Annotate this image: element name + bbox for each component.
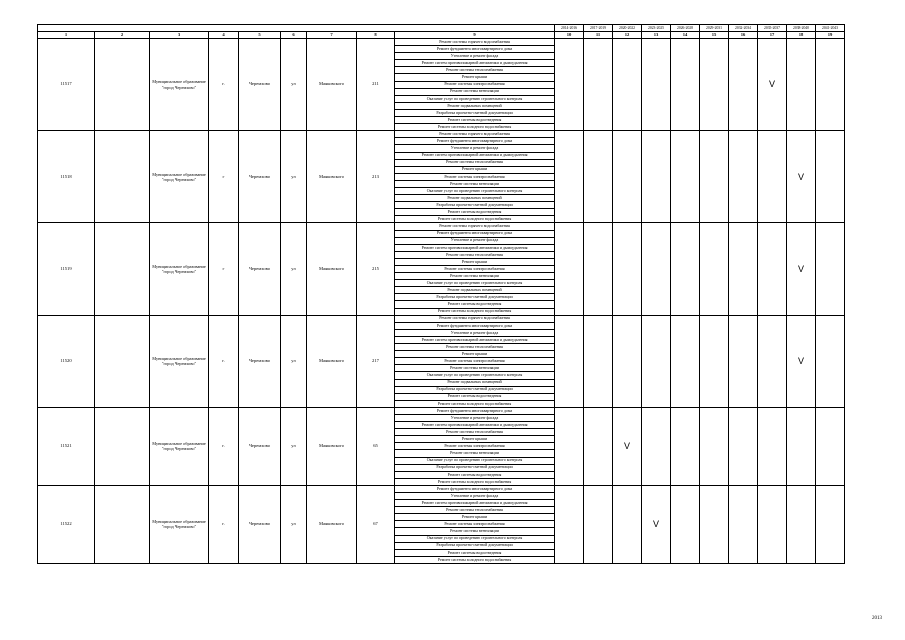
empty-cell bbox=[95, 315, 150, 407]
period-cell bbox=[555, 315, 584, 407]
period-cell bbox=[816, 485, 845, 563]
period-cell bbox=[584, 485, 613, 563]
work-type: Утепление и ремонт фасада bbox=[395, 145, 555, 152]
settlement-type: г. bbox=[209, 39, 239, 131]
period-cell bbox=[642, 407, 671, 485]
period-cell bbox=[671, 407, 700, 485]
column-number: 18 bbox=[787, 32, 816, 39]
house-id: 11517 bbox=[38, 39, 95, 131]
period-header: 2020-2022 bbox=[613, 25, 642, 32]
empty-cell bbox=[95, 407, 150, 485]
period-cell bbox=[729, 407, 758, 485]
municipality: Муниципальное образование "город Черемхово" bbox=[150, 485, 209, 563]
period-cell bbox=[642, 315, 671, 407]
period-cell bbox=[613, 39, 642, 131]
settlement-type: г. bbox=[209, 407, 239, 485]
work-type: Ремонт подвальных помещений bbox=[395, 379, 555, 386]
settlement-name: Черемхово bbox=[239, 131, 281, 223]
column-number: 16 bbox=[729, 32, 758, 39]
column-number: 2 bbox=[95, 32, 150, 39]
work-type: Оказание услуг по проведению строительного контроля bbox=[395, 535, 555, 542]
period-mark: V bbox=[787, 223, 816, 315]
work-type: Ремонт системы теплоснабжения bbox=[395, 429, 555, 436]
table-row bbox=[38, 131, 845, 138]
period-cell bbox=[758, 407, 787, 485]
column-number: 5 bbox=[239, 32, 281, 39]
period-cell bbox=[613, 223, 642, 315]
house-number: 217 bbox=[357, 315, 395, 407]
settlement-name: Черемхово bbox=[239, 485, 281, 563]
work-type: Ремонт систем противопожарной автоматики и дымоудаления bbox=[395, 60, 555, 67]
period-cell bbox=[642, 39, 671, 131]
work-type: Ремонт крыши bbox=[395, 514, 555, 521]
table-row bbox=[38, 407, 845, 414]
column-number: 12 bbox=[613, 32, 642, 39]
period-cell bbox=[584, 223, 613, 315]
house-number: 213 bbox=[357, 131, 395, 223]
municipality: Муниципальное образование "город Черемхово" bbox=[150, 131, 209, 223]
work-type: Ремонт фундамента многоквартирного дома bbox=[395, 485, 555, 492]
work-type: Ремонт системы теплоснабжения bbox=[395, 251, 555, 258]
work-type: Ремонт системы электроснабжения bbox=[395, 173, 555, 180]
work-type: Ремонт системы вентиляции bbox=[395, 273, 555, 280]
work-type: Ремонт системы горячего водоснабжения bbox=[395, 223, 555, 230]
period-cell bbox=[671, 485, 700, 563]
period-cell bbox=[613, 315, 642, 407]
work-type: Ремонт крыши bbox=[395, 258, 555, 265]
column-number: 6 bbox=[281, 32, 307, 39]
period-cell bbox=[671, 131, 700, 223]
column-number: 1 bbox=[38, 32, 95, 39]
period-cell bbox=[584, 315, 613, 407]
period-cell bbox=[758, 315, 787, 407]
period-cell bbox=[758, 485, 787, 563]
period-cell bbox=[613, 131, 642, 223]
street-type: ул bbox=[281, 39, 307, 131]
work-type: Ремонт системы вентиляции bbox=[395, 88, 555, 95]
street-type: ул bbox=[281, 407, 307, 485]
work-type: Ремонт системы вентиляции bbox=[395, 450, 555, 457]
house-number: 215 bbox=[357, 223, 395, 315]
work-type: Оказание услуг по проведению строительного контроля bbox=[395, 457, 555, 464]
work-type: Оказание услуг по проведению строительного контроля bbox=[395, 372, 555, 379]
settlement-type: г. bbox=[209, 315, 239, 407]
work-type: Ремонт системы водоотведения bbox=[395, 393, 555, 400]
repair-schedule-table bbox=[37, 24, 845, 564]
period-cell bbox=[816, 315, 845, 407]
work-type: Ремонт системы вентиляции bbox=[395, 180, 555, 187]
column-number: 3 bbox=[150, 32, 209, 39]
work-type: Ремонт систем противопожарной автоматики и дымоудаления bbox=[395, 422, 555, 429]
work-type: Ремонт системы водоотведения bbox=[395, 117, 555, 124]
street-type: ул bbox=[281, 223, 307, 315]
work-type: Ремонт крыши bbox=[395, 166, 555, 173]
period-header: 2026-2028 bbox=[671, 25, 700, 32]
column-number: 11 bbox=[584, 32, 613, 39]
period-mark: V bbox=[787, 315, 816, 407]
work-type: Ремонт системы холодного водоснабжения bbox=[395, 216, 555, 223]
work-type: Разработка проектно-сметной документации bbox=[395, 202, 555, 209]
period-cell bbox=[787, 485, 816, 563]
work-type: Ремонт систем противопожарной автоматики и дымоудаления bbox=[395, 152, 555, 159]
work-type: Ремонт системы холодного водоснабжения bbox=[395, 308, 555, 315]
work-type: Ремонт систем противопожарной автоматики и дымоудаления bbox=[395, 500, 555, 507]
column-number: 7 bbox=[307, 32, 357, 39]
period-cell bbox=[642, 131, 671, 223]
work-type: Ремонт системы электроснабжения bbox=[395, 521, 555, 528]
street-name: Маяковского bbox=[307, 223, 357, 315]
work-type: Ремонт системы теплоснабжения bbox=[395, 344, 555, 351]
street-name: Маяковского bbox=[307, 315, 357, 407]
settlement-name: Черемхово bbox=[239, 315, 281, 407]
work-type: Ремонт системы водоотведения bbox=[395, 301, 555, 308]
period-header: 2035-2037 bbox=[758, 25, 787, 32]
work-type: Ремонт системы водоотведения bbox=[395, 549, 555, 556]
period-header: 2038-2040 bbox=[787, 25, 816, 32]
period-cell bbox=[584, 407, 613, 485]
work-type: Ремонт фундамента многоквартирного дома bbox=[395, 407, 555, 414]
work-type: Ремонт системы электроснабжения bbox=[395, 81, 555, 88]
period-cell bbox=[671, 39, 700, 131]
work-type: Ремонт крыши bbox=[395, 436, 555, 443]
settlement-type: г bbox=[209, 131, 239, 223]
column-number: 17 bbox=[758, 32, 787, 39]
period-cell bbox=[816, 131, 845, 223]
empty-cell bbox=[95, 223, 150, 315]
period-cell bbox=[700, 315, 729, 407]
period-header: 2032-2034 bbox=[729, 25, 758, 32]
work-type: Ремонт подвальных помещений bbox=[395, 287, 555, 294]
period-cell bbox=[555, 485, 584, 563]
work-type: Разработка проектно-сметной документации bbox=[395, 464, 555, 471]
period-cell bbox=[613, 485, 642, 563]
work-type: Ремонт системы холодного водоснабжения bbox=[395, 400, 555, 407]
period-cell bbox=[816, 39, 845, 131]
municipality: Муниципальное образование "город Черемхово" bbox=[150, 39, 209, 131]
period-cell bbox=[758, 131, 787, 223]
municipality: Муниципальное образование "город Черемхово" bbox=[150, 223, 209, 315]
house-id: 11519 bbox=[38, 223, 95, 315]
work-type: Ремонт системы вентиляции bbox=[395, 528, 555, 535]
period-cell bbox=[700, 39, 729, 131]
street-name: Маяковского bbox=[307, 407, 357, 485]
period-cell bbox=[642, 223, 671, 315]
period-header-row bbox=[38, 25, 845, 32]
settlement-name: Черемхово bbox=[239, 407, 281, 485]
work-type: Ремонт системы теплоснабжения bbox=[395, 507, 555, 514]
column-number: 4 bbox=[209, 32, 239, 39]
column-number: 9 bbox=[395, 32, 555, 39]
period-header-spacer bbox=[38, 25, 555, 32]
empty-cell bbox=[95, 39, 150, 131]
column-number: 15 bbox=[700, 32, 729, 39]
period-cell bbox=[787, 407, 816, 485]
column-number: 10 bbox=[555, 32, 584, 39]
table-row bbox=[38, 315, 845, 322]
period-cell bbox=[729, 131, 758, 223]
work-type: Ремонт системы холодного водоснабжения bbox=[395, 556, 555, 563]
period-cell bbox=[671, 223, 700, 315]
period-cell bbox=[816, 223, 845, 315]
work-type: Ремонт фундамента многоквартирного дома bbox=[395, 46, 555, 53]
work-type: Ремонт системы горячего водоснабжения bbox=[395, 131, 555, 138]
period-cell bbox=[671, 315, 700, 407]
work-type: Утепление и ремонт фасада bbox=[395, 493, 555, 500]
period-header: 2023-2025 bbox=[642, 25, 671, 32]
period-mark: V bbox=[613, 407, 642, 485]
work-type: Ремонт системы вентиляции bbox=[395, 365, 555, 372]
house-id: 11520 bbox=[38, 315, 95, 407]
period-header: 2041-2043 bbox=[816, 25, 845, 32]
work-type: Разработка проектно-сметной документации bbox=[395, 109, 555, 116]
period-cell bbox=[729, 485, 758, 563]
work-type: Ремонт системы электроснабжения bbox=[395, 358, 555, 365]
table-row bbox=[38, 39, 845, 46]
column-number: 8 bbox=[357, 32, 395, 39]
period-cell bbox=[555, 131, 584, 223]
street-name: Маяковского bbox=[307, 39, 357, 131]
period-cell bbox=[555, 39, 584, 131]
municipality: Муниципальное образование "город Черемхово" bbox=[150, 315, 209, 407]
work-type: Ремонт системы горячего водоснабжения bbox=[395, 39, 555, 46]
settlement-type: г. bbox=[209, 485, 239, 563]
work-type: Ремонт системы теплоснабжения bbox=[395, 159, 555, 166]
column-number: 14 bbox=[671, 32, 700, 39]
street-type: ул bbox=[281, 485, 307, 563]
period-header: 2029-2031 bbox=[700, 25, 729, 32]
work-type: Ремонт фундамента многоквартирного дома bbox=[395, 230, 555, 237]
work-type: Разработка проектно-сметной документации bbox=[395, 542, 555, 549]
period-cell bbox=[787, 39, 816, 131]
work-type: Ремонт системы водоотведения bbox=[395, 471, 555, 478]
work-type: Ремонт подвальных помещений bbox=[395, 195, 555, 202]
work-type: Ремонт системы электроснабжения bbox=[395, 266, 555, 273]
work-type: Ремонт крыши bbox=[395, 351, 555, 358]
period-mark: V bbox=[787, 131, 816, 223]
work-type: Разработка проектно-сметной документации bbox=[395, 386, 555, 393]
work-type: Ремонт системы электроснабжения bbox=[395, 443, 555, 450]
house-number: 211 bbox=[357, 39, 395, 131]
settlement-type: г bbox=[209, 223, 239, 315]
table-row bbox=[38, 223, 845, 230]
house-id: 11522 bbox=[38, 485, 95, 563]
street-name: Маяковского bbox=[307, 131, 357, 223]
work-type: Ремонт системы холодного водоснабжения bbox=[395, 124, 555, 131]
column-number: 13 bbox=[642, 32, 671, 39]
municipality: Муниципальное образование "город Черемхово" bbox=[150, 407, 209, 485]
period-cell bbox=[584, 39, 613, 131]
column-number-row bbox=[38, 32, 845, 39]
work-type: Разработка проектно-сметной документации bbox=[395, 294, 555, 301]
period-cell bbox=[700, 223, 729, 315]
period-cell bbox=[555, 223, 584, 315]
period-cell bbox=[700, 407, 729, 485]
house-id: 11521 bbox=[38, 407, 95, 485]
house-number: 65 bbox=[357, 407, 395, 485]
period-cell bbox=[555, 407, 584, 485]
work-type: Оказание услуг по проведению строительного контроля bbox=[395, 280, 555, 287]
work-type: Утепление и ремонт фасада bbox=[395, 53, 555, 60]
period-cell bbox=[758, 223, 787, 315]
work-type: Оказание услуг по проведению строительного контроля bbox=[395, 187, 555, 194]
street-type: ул bbox=[281, 131, 307, 223]
work-type: Ремонт фундамента многоквартирного дома bbox=[395, 138, 555, 145]
street-name: Маяковского bbox=[307, 485, 357, 563]
settlement-name: Черемхово bbox=[239, 39, 281, 131]
period-mark: V bbox=[758, 39, 787, 131]
period-cell bbox=[700, 131, 729, 223]
table-body bbox=[38, 39, 845, 564]
work-type: Ремонт систем противопожарной автоматики и дымоудаления bbox=[395, 336, 555, 343]
column-number: 19 bbox=[816, 32, 845, 39]
empty-cell bbox=[95, 485, 150, 563]
period-cell bbox=[729, 315, 758, 407]
work-type: Ремонт системы водоотведения bbox=[395, 209, 555, 216]
period-cell bbox=[729, 223, 758, 315]
work-type: Ремонт фундамента многоквартирного дома bbox=[395, 322, 555, 329]
work-type: Утепление и ремонт фасада bbox=[395, 237, 555, 244]
period-header: 2017-2019 bbox=[584, 25, 613, 32]
period-cell bbox=[700, 485, 729, 563]
period-cell bbox=[584, 131, 613, 223]
work-type: Ремонт системы холодного водоснабжения bbox=[395, 478, 555, 485]
page-number: 2013 bbox=[872, 616, 882, 621]
work-type: Утепление и ремонт фасада bbox=[395, 414, 555, 421]
table-row bbox=[38, 485, 845, 492]
house-number: 67 bbox=[357, 485, 395, 563]
street-type: ул bbox=[281, 315, 307, 407]
empty-cell bbox=[95, 131, 150, 223]
work-type: Ремонт систем противопожарной автоматики и дымоудаления bbox=[395, 244, 555, 251]
work-type: Ремонт крыши bbox=[395, 74, 555, 81]
work-type: Оказание услуг по проведению строительного контроля bbox=[395, 95, 555, 102]
period-cell bbox=[816, 407, 845, 485]
period-cell bbox=[729, 39, 758, 131]
settlement-name: Черемхово bbox=[239, 223, 281, 315]
period-header: 2014-2016 bbox=[555, 25, 584, 32]
work-type: Ремонт подвальных помещений bbox=[395, 102, 555, 109]
work-type: Ремонт системы теплоснабжения bbox=[395, 67, 555, 74]
house-id: 11518 bbox=[38, 131, 95, 223]
period-mark: V bbox=[642, 485, 671, 563]
work-type: Утепление и ремонт фасада bbox=[395, 329, 555, 336]
work-type: Ремонт системы горячего водоснабжения bbox=[395, 315, 555, 322]
